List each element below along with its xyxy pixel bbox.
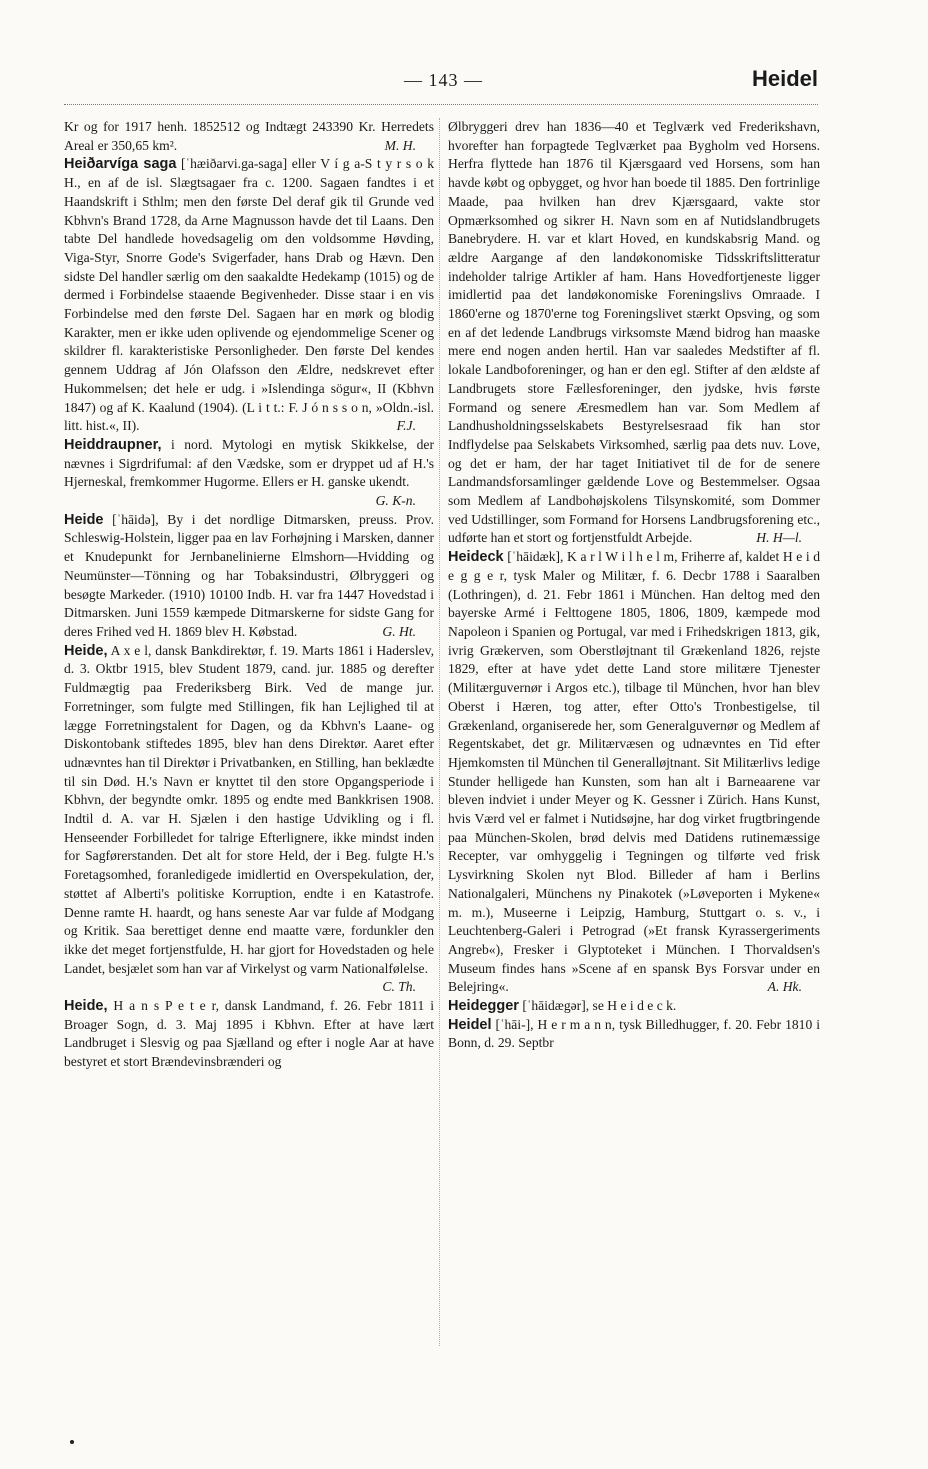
entry-text: H a n s P e t e r, dansk Landmand, f. 26. Febr 1811 i Broager Sogn, d. 3. Maj 1895 i Kbhvn. Efter at have lært Landbruget i Slesvig og paa Sjælland og efter i nogle Aar at have bestyret et stort Brændevinsbrænderi og bbox=[64, 998, 434, 1070]
entry-headword: Heide, bbox=[64, 642, 108, 659]
entry-signature: G. Ht. bbox=[382, 623, 416, 639]
entry-headword: Heideck bbox=[448, 549, 504, 566]
entry-text: Ølbryggeri drev han 1836—40 et Teglværk ved Frederikshavn, hvorefter han forpagtede Teglværket paa Bygholm ved Horsens. Herfra flyttede han 1876 til Kjærsgaard ved Horsens, som han havde købt og opbygget, og hvor han boede til 1885. Den fortrinlige Maade, paa hvilken han drev Kjærsgaard, vakte stor Opmærksomhed og sikrer H. Navn som en af Nutidslandbrugets Banebrydere. H. var et klart Hoved, en kundskabsrig Mand. og ældre Aargange af den landøkonomiske Tidsskriftslitteratur indeholder talrige Artikler af ham. Hans Hovedfortjeneste ligger imidlertid paa det landøkonomiske Foreningslivs Omraade. I 1860'erne og 1870'erne tog Foreningslivet stærkt Opsving, og som en af det ledende Landbrugs virksomste Mænd bidrog han maaske mere end nogen anden hertil. Han var saaledes Medstifter af fl. lokale Landboforeninger, og han er den egl. Stifter af den ældste af Landbrugets store Fællesforeninger, den jydske, hvis første Formand og senere Æresmedlem han var. Som Medlem af Landhusholdningsselskabets Bestyrelsesraad fik han stor Indflydelse paa Selskabets Virksomhed, særlig paa dets nuv. Love, og det er ham, der har taget Initiativet til de for de senere Landmandsforsamlinger gældende Love og Bestemmelser. Ogsaa som Medlem af Landbohøjskolens Tilsynskomité, som Dommer ved Udstillinger, som Formand for Horsens Landbrugsforening etc., udførte han et stort og fortjenstfuldt Arbejde. bbox=[448, 119, 820, 546]
entry-signature: H. H—l. bbox=[756, 530, 802, 546]
entry-heide-hans-peter-continued bbox=[448, 118, 820, 548]
entry-signature: C. Th. bbox=[382, 979, 416, 995]
entry-signature: F.J. bbox=[396, 418, 416, 434]
ink-speck bbox=[70, 1440, 74, 1444]
entry-text: [ˈhāidæk], K a r l W i l h e l m, Friherre af, kaldet H e i d e g g e r, tysk Maler og Militær, f. 6. Decbr 1788 i Saaralben (Lothringen), d. 21. Febr 1861 i München. Han deltog med den bayerske Armé i Felttogene 1805, 1806, 1809, kæmpede mod Napoleon i Spanien og Portugal, var med i Frihedskrigen 1813, gik, ivrig Grækerven, som Oberstløjtnant til Grækenland 1826, rejste 1829, efter at have ydet dette Land store militære Tjenester (Militærguvernør i Argos etc.), tilbage til München, hvor han blev Oberst i Hæren, tog atter, efter Otto's Tronbestigelse, til Grækenland, organiserede her, som Generalguvernør og Medlem af Regentskabet, det gr. Militærvæsen og udnævntes en Tid efter Hjemkomsten til München til Generalløjtnant. Sit Militærlivs ledige Stunder helligede han Kunsten, som han alt i Barneaarene var bleven indviet i under Meyer og K. Gessner i Zürich. Hans Kunst, hvis Værd vel er falmet i Nutidsøjne, har dog virket frugtbringende paa München-Skolen, brød delvis med Datidens rutinemæssige Recepter, var omhyggelig i Tegningen og tilførte ved frisk Lysvirkning Skolen nyt Blod. Billeder af ham i Berlins Nationalgaleri, Münchens ny Pinakotek (»Løveporten i Mykene« m. m.), Museerne i Leipzig, Hamburg, Stuttgart o. s. v., i Leuchtenberg-Galeri i Petrograd (»Et fransk Kyrassergeriments Angreb«), Fresker i Glyptoteket i München. I Thorvaldsen's Museum findes hans »Scene af en spansk Bys Forsvar under en Belejring«. bbox=[448, 549, 820, 995]
entry-text: [ˈhæiðarvi.ga-saga] eller V í g a-S t y r s o k H., en af de isl. Slægtsagaer fra c. 1200. Sagaen fandtes i et Haandskrift i Sthlm; men den første Del deraf gik til Grunde ved Kbhvn's Brand 1728, da Arne Magnusson havde det til Laans. Den tabte Del handlede hovedsagelig om den voldsomme Høvding, Viga-Styr, Snorre Gode's Svigerfader, hans Drab og Hævn. Den sidste Del handler særlig om den saakaldte Hedekamp (1015) og de dermed i Forbindelse staaende Begivenheder. Disse staar i en vis Forbindelse med den første Del. Sagaen har en mørk og blodig Karakter, men er ikke uden oplivende og ejendommelige Scener og skildrer fl. karakteristiske Personligheder. Den første Del kendes gennem Uddrag af Jón Olafsson den Ældre, nedskrevet efter Hukommelsen; det hele er udg. i »Islendinga sögur«, II (Kbhvn 1847) og af K. Kaalund (1904). (L i t t.: F. J ó n s s o n, »Oldn.-isl. litt. hist.«, II). bbox=[64, 156, 434, 434]
entry-headword: Heiðarvíga saga bbox=[64, 156, 177, 173]
right-column bbox=[448, 118, 820, 1053]
page-number: — 143 — bbox=[404, 70, 483, 90]
entry-headword: Heide, bbox=[64, 998, 108, 1015]
column-divider bbox=[439, 118, 440, 1346]
left-column bbox=[64, 118, 434, 1072]
entry-herred-continued bbox=[64, 118, 434, 155]
entry-signature: A. Hk. bbox=[767, 979, 802, 995]
entry-signature: G. K-n. bbox=[375, 493, 416, 509]
entry-text: [ˈhāi-], H e r m a n n, tysk Billedhugger, f. 20. Febr 1810 i Bonn, d. 29. Septbr bbox=[448, 1016, 820, 1051]
page-header bbox=[64, 64, 818, 104]
entry-text: [ˈhāidægər], se H e i d e c k. bbox=[518, 998, 677, 1014]
entry-headword: Heide bbox=[64, 511, 104, 528]
running-head: Heidel bbox=[751, 66, 818, 91]
entry-headword: Heiddraupner, bbox=[64, 436, 162, 453]
entry-headword: Heidel bbox=[448, 1016, 492, 1033]
entry-text: [ˈhāidə], By i det nordlige Ditmarsken, preuss. Prov. Schleswig-Holstein, ligger paa en lav Forhøjning i Marsken, danner et Knudepunkt for Jernbanelinierne Elmshorn—Hvidding og Neumünster—Tönning og har Tobaksindustri, Ølbryggeri og besøgte Markeder. (1910) 10100 Indb. H. var fra 1447 Hovedstad i Ditmarsken. Juni 1559 kæmpede Ditmarskerne for sidste Gang for deres Frihed ved H. 1869 blev H. Købstad. bbox=[64, 511, 434, 639]
entry-heidel bbox=[448, 1016, 820, 1053]
entry-text: i nord. Mytologi en mytisk Skikkelse, der nævnes i Sigrdrifumal: af den Vædske, som er dryppet ud af H.'s Hjerneskal, fremkommer Hugorme. Ellers er H. ganske ukendt. bbox=[64, 436, 434, 490]
entry-signature: M. H. bbox=[384, 137, 416, 153]
entry-heide-hans-peter bbox=[64, 997, 434, 1072]
entry-heide-town bbox=[64, 511, 434, 642]
entry-heide-axel bbox=[64, 642, 434, 995]
entry-heidarviga-saga bbox=[64, 155, 434, 436]
entry-heideck bbox=[448, 548, 820, 997]
header-rule bbox=[64, 104, 818, 105]
entry-text: Kr og for 1917 henh. 1852512 og Indtægt 243390 Kr. Herredets Areal er 350,65 km². bbox=[64, 119, 434, 153]
entry-headword: Heidegger bbox=[448, 998, 519, 1015]
entry-heidegger bbox=[448, 997, 820, 1016]
entry-heiddraupner bbox=[64, 436, 434, 509]
entry-text: A x e l, dansk Bankdirektør, f. 19. Marts 1861 i Haderslev, d. 3. Oktbr 1915, blev Student 1879, cand. jur. 1885 og derefter Fuldmægtig paa Frederiksberg Birk. Ved de mange jur. Forretninger, som fulgte med Stillingen, fik han Lejlighed til at lægge Forretningstalent for Dagen, og da Kbhvn's Laane- og Diskontobank stiftedes 1895, blev han dens Direktør. Aaret efter udnævntes han til Direktør i Privatbanken, en Stilling, han beklædte til sin Død. H.'s Navn er knyttet til den store Opgangsperiode i Kbhvn, der begyndte omkr. 1895 og endte med Bankkrisen 1908. Indtil d. A. var H. Sjælen i den hastige Udvikling og i fl. Henseender Forbilledet for talrige Efterlignere, ikke mindst inden for Sagførerstanden. Det alt for store Held, der i Beg. fulgte H.'s Foretagsomhed, foranledigede imidlertid en Overspekulation, der, støttet af Alberti's politiske Korruption, endte i en Katastrofe. Denne ramte H. haardt, og hans seneste Aar var fulde af Modgang og Kritik. Saa berettiget denne end maatte være, fordunkler den ikke det meget fortjenstfulde, H. har gjort for Hovedstaden og hele Landet, besjælet som han var af Virkelyst og varm Nationalfølelse. bbox=[64, 642, 434, 976]
